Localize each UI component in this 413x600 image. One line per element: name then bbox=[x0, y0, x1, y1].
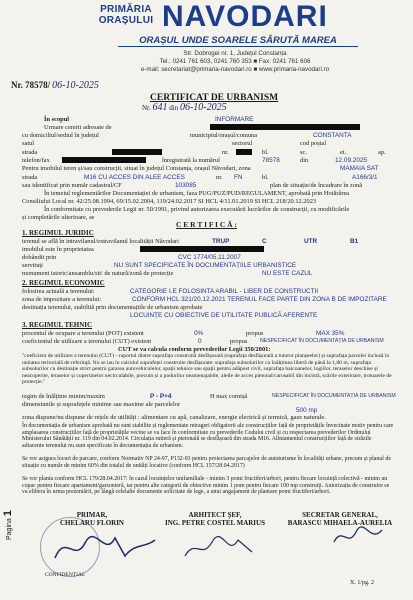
economic-title: 2. REGIMUL ECONOMIC bbox=[22, 279, 105, 287]
registered-din: din bbox=[300, 157, 309, 164]
page-indicator bbox=[2, 510, 14, 540]
bl-label: bl. bbox=[262, 149, 269, 156]
registration-number bbox=[11, 80, 99, 91]
street-label: strada bbox=[22, 149, 38, 156]
height-regime-label: regim de înălțime minim/maxim bbox=[22, 393, 105, 400]
secretary-signature bbox=[330, 522, 390, 552]
pot-proposed: MAX 35% bbox=[316, 330, 345, 337]
tax-zone-label: zona de impozitare a terenului: bbox=[22, 296, 102, 303]
tehnic-title: 3. REGIMUL TEHNIC bbox=[22, 321, 93, 329]
registered-number: 78578 bbox=[262, 157, 280, 164]
mayor-title: PRIMAR, bbox=[76, 511, 108, 519]
monument-label: monument istoric/ansamblu/sit/ de natură/zonă de protecție bbox=[22, 270, 174, 277]
utr-value: B1 bbox=[350, 238, 359, 245]
trup-value: C bbox=[262, 238, 267, 245]
registration-date: 06-10-2025 bbox=[52, 80, 99, 91]
registered-date: 12.09.2025 bbox=[335, 157, 367, 164]
utr-label: UTR bbox=[304, 238, 318, 245]
certificate-number bbox=[142, 102, 227, 113]
utilities-text: zona dispune/nu dispune de rețele de utilități : alimentare cu apă, canalizare, energie electrică și termică, gaze naturale. bbox=[22, 414, 326, 421]
completions-text: și completările ulterioare, se bbox=[22, 214, 95, 221]
cadastral-label: sau identificat prin număr cadastral/CF bbox=[22, 182, 122, 189]
certifies-heading: C E R T I F I C Ă : bbox=[176, 220, 237, 229]
ap-label: ap. bbox=[378, 149, 386, 156]
parking-paragraph: Se vor asigura locuri de parcare, conform Normativ NP 24-97, P132-93 pentru proiectarea parcajelor de autoturisme în localități urbane, precum și planul de situație cu număr de minim 60% din totalul de unități locative (conform HCL 157/28.04.2017) bbox=[22, 456, 391, 469]
cut-proposed-label: propus bbox=[230, 338, 248, 345]
acquired-label: dobândit prin bbox=[22, 254, 57, 261]
secretary-name: BARASCU MIHAELA-AURELIA bbox=[287, 519, 393, 527]
mayor-name: CHELARU FLORIN bbox=[60, 519, 124, 527]
street2-value: M16 CU ACCES DIN ALEE ACCES bbox=[84, 174, 185, 181]
council-decisions: Consiliului Local nr. 42/25.08.1994, 69/15.02.2004, 119/24.02.2017 SI HCL 4/11.01.2019 SI HCL 218/20.12.2023 bbox=[22, 198, 317, 205]
purpose-label: În scopul bbox=[44, 116, 70, 123]
height-regime-value: P - P+4 bbox=[150, 393, 172, 400]
cadastral-value: 103085 bbox=[175, 182, 197, 189]
redacted-applicant bbox=[210, 124, 360, 130]
page-label: Pagina bbox=[6, 518, 13, 540]
phone-label: telefon/fax bbox=[22, 157, 50, 164]
current-use-label: folosirea actuală a terenului: bbox=[22, 288, 95, 295]
secretary-title: SECRETAR GENERAL, bbox=[302, 511, 378, 519]
dimensions-label: dimensiunile și suprafețele minime sau maxime ale parcelelor bbox=[22, 401, 181, 408]
page-number: 1 bbox=[2, 510, 14, 517]
document-title: CERTIFICAT DE URBANISM bbox=[150, 93, 279, 103]
mayor-signature bbox=[50, 528, 160, 568]
certificate-nr-value: 641 bbox=[152, 102, 168, 113]
bl2-label: bl. bbox=[262, 174, 269, 181]
purpose-value: INFORMARE bbox=[215, 116, 254, 123]
header-phone: Tel.: 0241 761 603, 0241 760 353 ■ Fax: 0241 761 606 bbox=[159, 58, 311, 65]
redacted-owner bbox=[140, 246, 264, 252]
page-footer: X. 1/pg. 2 bbox=[350, 580, 374, 586]
situation-plan-label: plan de situație/de încadrare în zonă bbox=[270, 182, 363, 189]
municipality-label: municipiul/orașul/comuna bbox=[190, 132, 258, 139]
certificate-date: 06-10-2025 bbox=[179, 102, 227, 113]
domicile-label: cu domiciliul/sediul în județul bbox=[22, 132, 99, 139]
monument-value: NU ESTE CAZUL bbox=[262, 270, 313, 277]
nr2-value: FN bbox=[234, 174, 243, 181]
parcel-value: A166/3/1 bbox=[352, 174, 378, 181]
pot-proposed-label: propus bbox=[246, 330, 264, 337]
nr2-label: nr. bbox=[216, 174, 223, 181]
architect-signature bbox=[180, 528, 260, 568]
zone-value: MAMAIA SAT bbox=[340, 165, 379, 172]
registration-label: Nr. 78578/ bbox=[11, 80, 51, 90]
street2-label: strada bbox=[22, 174, 38, 181]
sc-label: sc. bbox=[300, 149, 307, 156]
confidential-mark: CONFIDENȚIAL bbox=[45, 572, 86, 578]
redacted-street bbox=[112, 149, 162, 155]
redacted-nr bbox=[236, 149, 252, 155]
regulations-text: În temeiul reglementărilor Documentației de urbanism, faza PUG/PUZ/PUD/REGULAMENT, aprobată prin Hotărârea bbox=[44, 190, 350, 197]
header-motto: ORAȘUL UNDE SOARELE SĂRUTĂ MAREA bbox=[139, 35, 337, 46]
trup-label: TRUP bbox=[212, 238, 230, 245]
cut-definition: "coeficient de utilizare a terenului (CUT) - raportul dintre suprafața construită desfășurată (suprafața desfășurată a tuturor planșeelor) și suprafața parcelei inclusă în unitatea teritorială de referință. Nu se iau în calculul suprafeței construite desfășurate: suprafața subsolurilor cu înălțimea liberă de până la 1,80 m, suprafața subsolurilor cu destinație strict pentru gararea autovehiculelor, spații tehnice sau spații pentru adăpost civil, suprafața balcoanelor, logiilor, teraselor deschise și neacoperite, teraselor și copertinelor necirculabile, precum și a podurilor neamenajabile, aleile de acces pietonal/carosabil din incintă, scările exterioare, trotuarele de protecție." bbox=[22, 353, 392, 386]
postal-code-label: cod poștal bbox=[300, 140, 327, 147]
architect-name: ING. PETRE COSTEL MARIUS bbox=[165, 519, 265, 527]
destination-value: LOCUINȚE CU OBIECTIVE DE UTILITATE PUBLICĂ AFERENTE bbox=[130, 312, 318, 319]
dimensions-value: 500 mp bbox=[296, 407, 318, 414]
cut-existing: 0 bbox=[198, 338, 202, 345]
hmax-label: H max cornișă bbox=[210, 393, 248, 400]
property-location: Pentru imobilul teren și/sau construcții, situat în județul Constanța, orașul Năvodari, zona bbox=[22, 165, 251, 172]
setback-paragraph: În documentația de urbanism aprobată nu sunt stabilite și reglementate retrageri obligatorii ale construcțiilor față de proprietățile învecinate motiv pentru care amplasarea construcțiilor față de proprietățile vecine se va face în conformitate cu prevederile Codului civil și cu respectarea prevederilor Ordinului Ministerului Sănătății nr. 119 din 04.02.2014. Circulația rutieră și pietonală se desfășoară din strada M16. Aliniamentul construcțiilor față de străzile adiacente terenului nu sunt specificate în documentația de urbanism. bbox=[22, 423, 394, 449]
cut-note: CUT se va calcula conform prevederilor Legii 350/2001: bbox=[118, 346, 271, 353]
nr-label: nr. bbox=[222, 149, 229, 156]
sector-label: sectorul bbox=[232, 140, 253, 147]
header-line2: ORAȘULUI bbox=[98, 15, 154, 26]
pot-label: procentul de ocupare a terenului (POT) existent bbox=[22, 330, 144, 337]
acquired-value: CVC 1774/05.11.2007 bbox=[178, 254, 241, 261]
intravilan-label: terenul se află în intravilanul/extravilanul localității Năvodari bbox=[22, 238, 179, 245]
et-label: et. bbox=[340, 149, 347, 156]
pot-existing: 0% bbox=[194, 330, 204, 337]
cut-label: coeficientul de utilizare a terenului (CUT) existent bbox=[22, 338, 152, 345]
tax-zone-value: CONFORM HCL 321/20.12.2021 TERENUL FACE PARTE DIN ZONA B DE IMPOZITARE bbox=[132, 296, 387, 303]
certificate-din-label: din bbox=[169, 104, 179, 112]
header-email: e-mail: secretariat@primaria-navodari.ro ■ www.primaria-navodari.ro bbox=[140, 66, 330, 73]
header-line1: PRIMĂRIA bbox=[100, 4, 152, 15]
certificate-nr-label: Nr. bbox=[142, 104, 151, 112]
redacted-phone bbox=[62, 157, 146, 163]
hmax-value: NESPECIFICAT ÎN DOCUMENTAȚIA DE URBANISM bbox=[272, 393, 396, 399]
registered-label: înregistrată la numărul bbox=[162, 157, 220, 164]
header-rule bbox=[118, 46, 358, 47]
header-logo-text bbox=[96, 4, 156, 26]
easements-value: NU SUNT SPECIFICATE ÎN DOCUMENTAȚIILE URBANISTICE bbox=[114, 262, 297, 269]
county-value: CONSTANTA bbox=[313, 132, 352, 139]
applicant-label: Urmare cererii adresate de bbox=[44, 124, 112, 131]
law-text: În conformitate cu prevederile Legii nr. 50/1991, privind autorizarea executării lucrărilor de construcții, cu modificările bbox=[44, 206, 350, 213]
architect-title: ARHITECT ȘEF, bbox=[188, 511, 242, 519]
village-label: satul bbox=[22, 140, 35, 147]
header-address: Str. Dobrogei nr. 1, Județul Constanța bbox=[183, 50, 287, 57]
architect-block bbox=[160, 511, 270, 527]
juridic-title: 1. REGIMUL JURIDIC bbox=[22, 229, 94, 237]
owner-label: imobilul este în proprietatea bbox=[22, 246, 94, 253]
planting-paragraph: Se vor planta conform HCL 179/28.04.2017: în cazul locuințelor unifamiliale - minim 3 pomi fructiferi/arbori, pentru fiecare locuință colectivă - minim un copac pentru fiecare apartament/garsonieră, iar pentru alte categorii de obiective minim 1 pom pentru fiecare 100 mp construiți. Autorizația de construire se va elibera în urma prezentării, pe lângă celelalte documente solicitate de lege, a unui angajament de plantare pomi fructiferi/arbori. bbox=[22, 476, 390, 496]
current-use-value: CATEGORIE I.E FOLOSINTA ARABIL - LIBER DE CONSTRUCTII bbox=[130, 288, 319, 295]
destination-label: destinația terenului, stabilită prin documentațiile de urbanism aprobate bbox=[22, 304, 203, 311]
easements-label: servituți bbox=[22, 262, 43, 269]
cut-proposed: NESPECIFICAT ÎN DOCUMENTAȚIA DE URBANISM bbox=[260, 338, 384, 344]
header-title: NAVODARI bbox=[162, 0, 328, 33]
